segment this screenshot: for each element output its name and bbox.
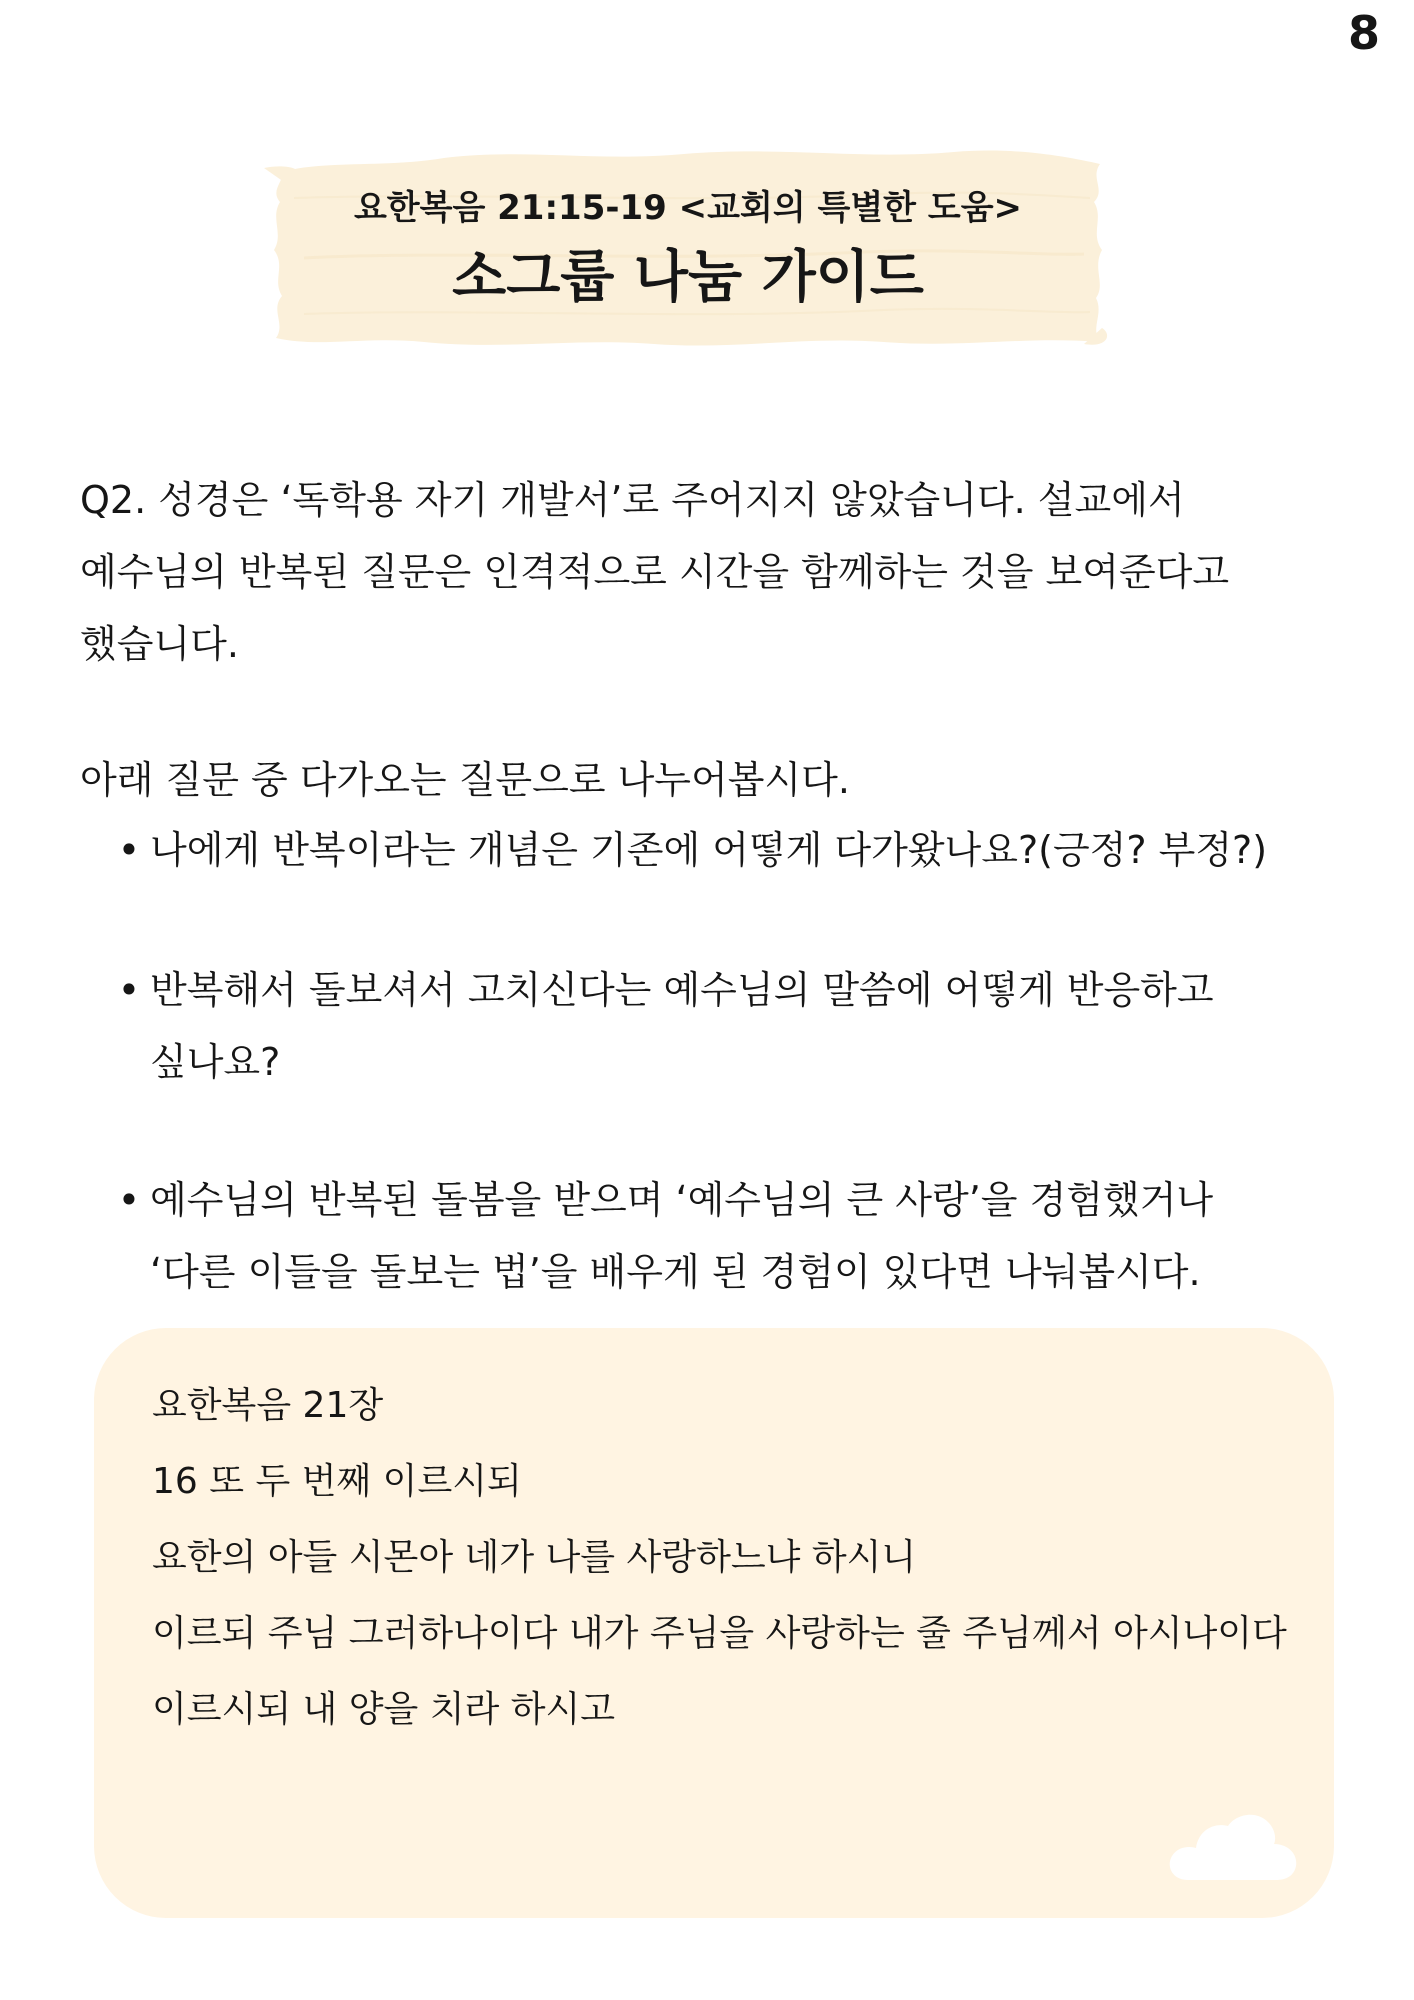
bullet-line: 예수님의 반복된 돌봄을 받으며 ‘예수님의 큰 사랑’을 경험했거나	[150, 1178, 1214, 1222]
bullet-line: 나에게 반복이라는 개념은 기존에 어떻게 다가왔나요?(긍정? 부정?)	[150, 828, 1268, 872]
bullet-line: ‘다른 이들을 돌보는 법’을 배우게 된 경험이 있다면 나눠봅시다.	[150, 1250, 1201, 1294]
question-line: 했습니다.	[80, 622, 239, 666]
bullet-line: 싶나요?	[150, 1040, 281, 1084]
scripture-text	[152, 1368, 1287, 1748]
header	[264, 138, 1112, 354]
bullet-dot-icon: •	[117, 828, 141, 872]
scripture-line: 16 또 두 번째 이르시되	[152, 1461, 522, 1502]
page-number: 8	[1347, 6, 1380, 60]
scripture-line: 요한복음 21장	[152, 1385, 384, 1426]
cloud-icon	[1164, 1804, 1300, 1884]
bullet-dot-icon: •	[117, 968, 141, 1012]
question-line: 예수님의 반복된 질문은 인격적으로 시간을 함께하는 것을 보여준다고	[80, 550, 1230, 594]
scripture-line: 이르되 주님 그러하나이다 내가 주님을 사랑하는 줄 주님께서 아시나이다	[152, 1613, 1287, 1654]
question-line: Q2. 성경은 ‘독학용 자기 개발서’로 주어지지 않았습니다. 설교에서	[80, 478, 1185, 522]
bullet-dot-icon: •	[117, 1178, 141, 1222]
scripture-line: 요한의 아들 시몬아 네가 나를 사랑하느냐 하시니	[152, 1537, 917, 1578]
instruction-text: 아래 질문 중 다가오는 질문으로 나누어봅시다.	[80, 758, 850, 802]
scripture-box	[94, 1328, 1334, 1918]
header-subtitle: 요한복음 21:15-19 <교회의 특별한 도움>	[353, 188, 1023, 228]
question-block	[80, 464, 1360, 680]
bullet-line: 반복해서 돌보셔서 고치신다는 예수님의 말씀에 어떻게 반응하고	[150, 968, 1214, 1012]
scripture-line: 이르시되 내 양을 치라 하시고	[152, 1689, 616, 1730]
header-title: 소그룹 나눔 가이드	[452, 245, 924, 310]
